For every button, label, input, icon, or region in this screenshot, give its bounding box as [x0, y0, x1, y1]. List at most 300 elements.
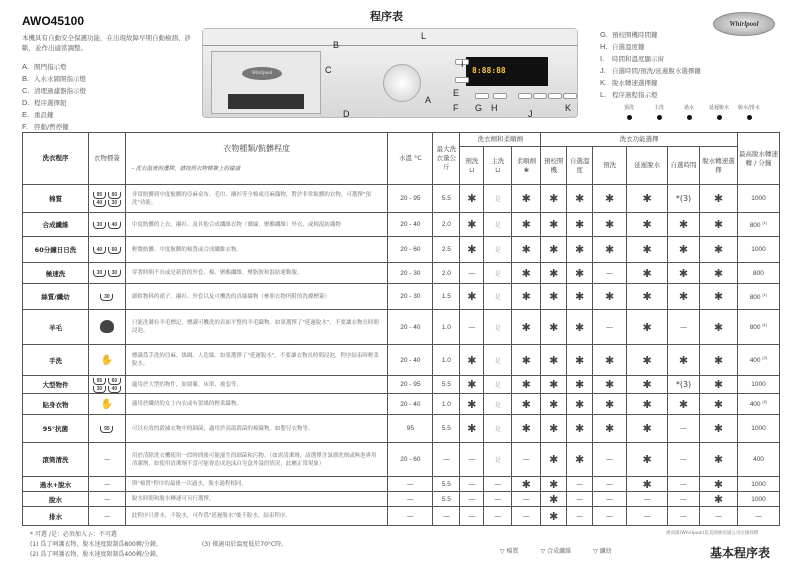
cell-value: ✱	[541, 443, 567, 477]
cell-value: ✱	[700, 284, 738, 310]
cell-value: 20 - 95	[388, 185, 433, 213]
legend-text: 自選溫度鍵	[612, 43, 645, 51]
fabric-description: 適用於大型的物件，如窗簾、床單、被套等。	[125, 376, 388, 394]
cell-value: ✱	[627, 310, 668, 345]
header-temp: 水溫 °C	[388, 133, 433, 185]
footnotes	[30, 530, 287, 560]
cell-value: —	[484, 492, 512, 507]
cell-value: ✱	[512, 310, 541, 345]
cell-value: 是	[484, 213, 512, 237]
wash-tub-icon: 30	[108, 270, 121, 277]
legend-item	[600, 89, 701, 101]
legend-cotton: ▽ 棉質	[500, 548, 519, 555]
program-name: 脫水	[23, 492, 89, 507]
program-name: 60分鐘日日洗	[23, 237, 89, 263]
cell-value: ✱	[700, 345, 738, 376]
cell-value: ✱	[627, 415, 668, 443]
none-icon: —	[103, 512, 110, 520]
fabric-description: 用於清除洗衣機使用一段時間後可能滋生的細菌和污物。（如需清潔劑，請選擇含氯漂洗劑或無泡專用清潔劑，如使用清潔劑不當可能會造成泡沫自皂盒外溢的情況，此屬正常現象）	[125, 443, 388, 477]
cell-value: —	[460, 263, 484, 284]
cell-value: ✱	[567, 310, 593, 345]
cell-value: ✱	[627, 376, 668, 394]
legend-synthetic: ▽ 合成纖維	[540, 548, 572, 555]
footnote-ref: (1)	[762, 322, 768, 328]
table-row	[23, 310, 780, 345]
cell-value: —	[460, 310, 484, 345]
care-label-icons	[88, 263, 125, 284]
program-name: 過水+脫水	[23, 477, 89, 492]
footnote-ref: (2)	[762, 355, 768, 361]
cell-value: —	[737, 507, 779, 526]
care-label-icons	[88, 376, 125, 394]
legend-item	[22, 61, 86, 73]
cell-value: —	[388, 477, 433, 492]
legend-key: L.	[600, 90, 607, 99]
cell-value-with-footnote: *(3)	[668, 376, 700, 394]
cell-value: 400	[737, 443, 779, 477]
header-opt-spin-select: 脫水轉速選擇	[700, 147, 738, 185]
cell-value: —	[433, 507, 460, 526]
cell-value: ✱	[512, 284, 541, 310]
cell-value: ✱	[593, 185, 627, 213]
phase-indicators	[614, 104, 764, 120]
cell-value: ✱	[460, 376, 484, 394]
program-table	[22, 132, 780, 526]
legend-text: 入水水閥開指示燈	[34, 75, 86, 83]
cell-value: ✱	[700, 237, 738, 263]
care-label-icons	[88, 237, 125, 263]
legend-key: F.	[22, 122, 28, 131]
table-row	[23, 185, 780, 213]
cell-value: 2.0	[433, 213, 460, 237]
cell-value: —	[593, 310, 627, 345]
cell-value: 是	[484, 237, 512, 263]
program-knob	[383, 64, 421, 102]
cell-value: 800 $^{(1)}$	[737, 213, 779, 237]
intro-text: 本機具有自動安全保護功能，在出現故障早期自動檢測、診斷，並作出適當調整。	[22, 34, 191, 52]
legend-delicate: ▽ 纖幼	[593, 548, 612, 555]
cell-value: 1000	[737, 237, 779, 263]
header-opt-delay-spin: 延遲脫水	[627, 147, 668, 185]
cell-value: ✱	[627, 237, 668, 263]
cell-value: 1.0	[433, 394, 460, 415]
legend-key: G.	[600, 30, 608, 39]
care-label-icons	[88, 477, 125, 492]
cell-value: ✱	[567, 284, 593, 310]
cell-value: 是	[484, 263, 512, 284]
cell-value: —	[668, 310, 700, 345]
none-icon: —	[103, 495, 110, 503]
none-icon: —	[103, 480, 110, 488]
cell-value: ✱	[700, 477, 738, 492]
cell-value: 5.5	[433, 376, 460, 394]
cell-value: ✱	[567, 345, 593, 376]
legend-key: B.	[22, 74, 30, 83]
cell-value: ✱	[627, 185, 668, 213]
cell-value: 20 - 30	[388, 263, 433, 284]
callout-a: A	[425, 95, 432, 105]
cell-value: —	[388, 492, 433, 507]
cell-value: 5.5	[433, 185, 460, 213]
cell-value: 5.5	[433, 492, 460, 507]
cell-value: ✱	[627, 213, 668, 237]
note-3: (3) 僅適用於溫度低於70°C時。	[201, 541, 288, 548]
cell-value: ✱	[593, 237, 627, 263]
header-load: 最大洗衣量公斤	[433, 133, 460, 185]
cell-value: ✱	[700, 185, 738, 213]
care-label-icons	[88, 492, 125, 507]
cell-value: ✱	[460, 284, 484, 310]
care-label-icons	[88, 185, 125, 213]
tub-icon: ▽	[500, 548, 507, 555]
cell-value: 20 - 60	[388, 237, 433, 263]
cell-value: 95	[388, 415, 433, 443]
cell-value: —	[593, 477, 627, 492]
fabric-description: 輕微骯髒、中度骯髒的棉質或合成纖維衣物。	[125, 237, 388, 263]
footnote-ref: (1)	[762, 291, 768, 297]
fabric-description: 脫水時間和脫水轉速可另行選擇。	[125, 492, 388, 507]
cell-value: ✱	[460, 213, 484, 237]
cell-value: ✱	[700, 394, 738, 415]
cell-value: ✱	[541, 415, 567, 443]
phase-indicator: 預洗	[614, 104, 644, 120]
table-row	[23, 284, 780, 310]
table-row	[23, 237, 780, 263]
legend-text: 時間和溫度顯示窗	[612, 55, 664, 63]
cell-value: ✱	[541, 507, 567, 526]
cell-value: ✱	[700, 310, 738, 345]
cell-value: ✱	[512, 213, 541, 237]
page-title: 程序表	[370, 10, 403, 23]
legend-text: 啓動/暫停鍵	[34, 123, 69, 131]
cell-value: —	[460, 492, 484, 507]
cell-value: ✱	[567, 394, 593, 415]
wash-tub-icon: 60	[108, 378, 121, 385]
cell-value: ✱	[567, 376, 593, 394]
cell-value: ✱	[541, 394, 567, 415]
cell-value: 20 - 60	[388, 443, 433, 477]
cell-value: 1.0	[433, 310, 460, 345]
header-opt-prewash: 預洗	[593, 147, 627, 185]
cell-value: ✱	[593, 415, 627, 443]
cell-value: 是	[484, 443, 512, 477]
cell-value: —	[668, 415, 700, 443]
cell-value: —	[627, 507, 668, 526]
cell-value: ✱	[700, 376, 738, 394]
legend-key: E.	[22, 110, 30, 119]
table-row	[23, 443, 780, 477]
legend-key: C.	[22, 86, 30, 95]
legend-key: A.	[22, 62, 30, 71]
cell-value: ✱	[668, 284, 700, 310]
wash-tub-icon: 40	[93, 200, 106, 207]
cell-value: —	[460, 507, 484, 526]
program-name: 排水	[23, 507, 89, 526]
cell-value: ✱	[541, 185, 567, 213]
cell-value: —	[460, 477, 484, 492]
cell-value: ✱	[512, 394, 541, 415]
cell-value: ✱	[567, 185, 593, 213]
wash-tub-icon: 30	[93, 386, 106, 393]
cell-value: ✱	[593, 213, 627, 237]
note-2: (2) 爲了呵護衣物，脫水速度限制爲400轉/分鐘。	[30, 551, 162, 558]
cell-value: ✱	[512, 263, 541, 284]
cell-value: —	[668, 507, 700, 526]
cell-value: ✱	[541, 213, 567, 237]
cell-value: ✱	[541, 284, 567, 310]
cell-value: 2.0	[433, 263, 460, 284]
table-row	[23, 213, 780, 237]
cell-value: 1000	[737, 477, 779, 492]
legend-item	[600, 77, 701, 89]
wash-tub-icon: 40	[93, 247, 106, 254]
table-row	[23, 415, 780, 443]
program-name: 95°抗菌	[23, 415, 89, 443]
cell-value: 1000	[737, 415, 779, 443]
cell-value: 1000	[737, 492, 779, 507]
fabric-description: 標識爲手洗的亞麻、絲綢、人造絲。如果選擇了"延遲脫水"，不要讓衣物長時間浸泡，程序結束時輕柔脫水。	[125, 345, 388, 376]
cell-value: ✱	[627, 263, 668, 284]
cell-value: ✱	[512, 477, 541, 492]
callout-i: I	[461, 59, 464, 69]
hand-wash-icon: ✋	[100, 354, 114, 366]
program-name: 棉質	[23, 185, 89, 213]
footnote-ref: (2)	[762, 399, 768, 405]
header-opt-time: 自選時間	[668, 147, 700, 185]
header-detergent-group: 洗衣劑和柔順劑	[460, 133, 541, 147]
callout-f: F	[453, 103, 459, 113]
cell-value: —	[512, 492, 541, 507]
wash-tub-icon: 95	[93, 378, 106, 385]
wool-icon	[100, 320, 114, 333]
cell-value: 是	[484, 284, 512, 310]
header-mainwash: 主洗 ⊔	[484, 147, 512, 185]
table-row	[23, 345, 780, 376]
cell-value: 20 - 95	[388, 376, 433, 394]
indicator-dot	[687, 115, 692, 120]
wash-tub-icon: 40	[108, 222, 121, 229]
cell-value: 20 - 40	[388, 394, 433, 415]
program-name: 滾筒清洗	[23, 443, 89, 477]
cell-value: ✱	[460, 345, 484, 376]
fabric-description: 只能洗滌有羊毛標記，標識可機洗的表面平整的羊毛織物。如果選擇了"延遲脫水"，不要讓衣物長時間浸泡。	[125, 310, 388, 345]
cell-value: ✱	[627, 394, 668, 415]
wash-tub-icon: 30	[93, 222, 106, 229]
care-label-icons	[88, 507, 125, 526]
legend-key: K.	[600, 78, 608, 87]
legend-key: I.	[600, 54, 605, 63]
cell-value: ✱	[627, 284, 668, 310]
care-label-icons	[88, 415, 125, 443]
cell-value: ✱	[541, 345, 567, 376]
cell-value: —	[593, 507, 627, 526]
control-panel-image	[202, 28, 578, 118]
cell-value: —	[512, 507, 541, 526]
cell-value: ✱	[512, 415, 541, 443]
header-program: 洗衣程序	[23, 133, 89, 185]
cell-value: 20 - 30	[388, 284, 433, 310]
header-opt-delay-start: 預校開機	[541, 147, 567, 185]
care-label-icons	[88, 310, 125, 345]
legend-item	[600, 53, 701, 65]
table-row	[23, 507, 780, 526]
cell-value: —	[484, 477, 512, 492]
cell-value: 是	[484, 310, 512, 345]
care-label-icons	[88, 345, 125, 376]
cell-value: ✱	[700, 415, 738, 443]
cell-value: 800 $^{(1)}$	[737, 310, 779, 345]
indicator-dot	[627, 115, 632, 120]
cell-value: ✱	[512, 376, 541, 394]
cell-value: —	[388, 507, 433, 526]
wash-tub-icon: 95	[100, 426, 113, 433]
legend-text: 開門指示燈	[34, 63, 67, 71]
cell-value: —	[668, 492, 700, 507]
note-key: * 可選 /是：必須加入 /-：不可選	[30, 531, 117, 538]
cell-value: 20 - 40	[388, 345, 433, 376]
legend-text: 自選時間/預洗/延遲脫水選擇鍵	[612, 67, 701, 75]
cell-value: 1000	[737, 376, 779, 394]
display-window: 8:88:88	[466, 57, 548, 86]
legend-item	[22, 109, 86, 121]
program-name: 貼身衣物	[23, 394, 89, 415]
program-name: 大型物件	[23, 376, 89, 394]
cell-value: ✱	[512, 345, 541, 376]
cell-value: ✱	[567, 237, 593, 263]
phase-indicator: 過水	[674, 104, 704, 120]
fabric-description: 穿著時間不長或是新買的外套，棉、聚酯纖維、聚脂胺和混紡運動服。	[125, 263, 388, 284]
header-spin: 最高脫水轉速 轉 / 分鐘	[737, 133, 779, 185]
cell-value: ✱	[668, 345, 700, 376]
cell-value: 是	[484, 345, 512, 376]
wash-tub-icon: 60	[108, 192, 121, 199]
phase-indicator: 延遲脫水	[704, 104, 734, 120]
cell-value: 2.5	[433, 237, 460, 263]
legend-key: H.	[600, 42, 608, 51]
cell-value: —	[593, 492, 627, 507]
cell-value: ✱	[567, 443, 593, 477]
detergent-drawer: Whirlpool	[211, 51, 321, 114]
cell-value: ✱	[593, 284, 627, 310]
cell-value: 20 - 40	[388, 310, 433, 345]
care-label-icons	[88, 213, 125, 237]
bottom-legend	[500, 546, 612, 555]
none-icon: —	[103, 456, 110, 463]
callout-b: B	[333, 40, 340, 50]
indicator-dot	[747, 115, 752, 120]
footnote-ref: (1)	[762, 219, 768, 225]
cell-value: —	[567, 492, 593, 507]
cell-value: ✱	[668, 237, 700, 263]
cell-value: 是	[484, 415, 512, 443]
table-row	[23, 477, 780, 492]
cell-value: ✱	[541, 310, 567, 345]
table-row	[23, 492, 780, 507]
cell-value: ✱	[700, 213, 738, 237]
wash-tub-icon: 60	[108, 247, 121, 254]
legend-left	[22, 61, 86, 133]
cell-value: 400 $^{(2)}$	[737, 345, 779, 376]
cell-value: 是	[484, 376, 512, 394]
cell-value: 5.5	[433, 415, 460, 443]
legend-item	[600, 29, 701, 41]
header-options-group: 洗衣功能選擇	[541, 133, 738, 147]
legend-text: 程序選擇鈕	[34, 99, 67, 107]
tub-icon: ▽	[593, 548, 600, 555]
cell-value: 20 - 40	[388, 213, 433, 237]
note-1: (1) 爲了呵護衣物，脫水速度限制爲800轉/分鐘。	[30, 541, 162, 548]
header-softener: 柔順劑 ❀	[512, 147, 541, 185]
fabric-description: 與"棉質"程序的最後一次過水，脫水過程相同。	[125, 477, 388, 492]
legend-text: 重設鍵	[34, 111, 54, 119]
phase-indicator: 主洗	[644, 104, 674, 120]
program-name: 合成纖維	[23, 213, 89, 237]
callout-k: K	[565, 103, 572, 113]
cell-value: —	[627, 492, 668, 507]
wash-tub-icon: 30	[108, 200, 121, 207]
program-name: 羊毛	[23, 310, 89, 345]
trademark-note: 惠而浦(Whirlpool)是美國惠而浦公司注冊商標	[666, 531, 759, 536]
table-row	[23, 263, 780, 284]
cell-value-with-footnote: *(3)	[668, 185, 700, 213]
cell-value: ✱	[460, 185, 484, 213]
cell-value: ✱	[567, 213, 593, 237]
cell-value: —	[512, 443, 541, 477]
cell-value: —	[593, 263, 627, 284]
legend-text: 脫水轉速選擇鍵	[612, 79, 658, 87]
hand-wash-icon: ✋	[100, 398, 114, 410]
cell-value: 800	[737, 263, 779, 284]
cell-value: ✱	[627, 345, 668, 376]
phase-indicator: 脫水/排水	[734, 104, 764, 120]
legend-item	[22, 73, 86, 85]
cell-value: 是	[484, 394, 512, 415]
cell-value: ✱	[700, 263, 738, 284]
cell-value: —	[700, 507, 738, 526]
cell-value: ✱	[593, 394, 627, 415]
cell-value: ✱	[593, 376, 627, 394]
callout-g: G	[475, 103, 483, 113]
legend-item	[22, 97, 86, 109]
callout-h: H	[491, 103, 498, 113]
cell-value: —	[567, 477, 593, 492]
fabric-description: 非常骯髒到中度骯髒的亞麻桌布、毛巾、襯衫等全棉或亞麻織物。對於非常骯髒的衣物，可選擇"預洗"功能。	[125, 185, 388, 213]
fabric-description: 適用於纖幼的女士內衣或有蕾絲的輕柔織物。	[125, 394, 388, 415]
callout-j: J	[528, 109, 533, 119]
cell-value: ✱	[512, 185, 541, 213]
cell-value: ✱	[460, 394, 484, 415]
header-opt-temp: 自選溫度	[567, 147, 593, 185]
cell-value: 5.5	[433, 477, 460, 492]
care-label-icons	[88, 284, 125, 310]
header-fabric: 衣物種類/骯髒程度 - 洗衣溫度的選擇，請按照衣物標簽上的建議	[125, 133, 388, 185]
program-name: 絲質/纖幼	[23, 284, 89, 310]
cell-value: ✱	[512, 237, 541, 263]
header-prewash: 預洗 ⊔	[460, 147, 484, 185]
legend-right	[600, 29, 701, 101]
legend-text: 清理過濾器指示燈	[34, 87, 86, 95]
cell-value: 400 $^{(2)}$	[737, 394, 779, 415]
fabric-description: 中度骯髒的上衣、襯衫、及其他合成纖維衣物（滌綸、聚酯纖維）外衣，或棉混紡織物	[125, 213, 388, 237]
wash-tub-icon: 40	[108, 386, 121, 393]
fabric-description: 細軟物料的裙子、襯衫、外套以及可機洗的真絲織物（參照衣物所附的洗滌標簽）	[125, 284, 388, 310]
legend-item	[600, 41, 701, 53]
cell-value: —	[668, 443, 700, 477]
basic-program-title: 基本程序表	[710, 546, 771, 560]
model-number: AWO45100	[22, 14, 85, 28]
cell-value: ✱	[627, 443, 668, 477]
cell-value: ✱	[541, 237, 567, 263]
